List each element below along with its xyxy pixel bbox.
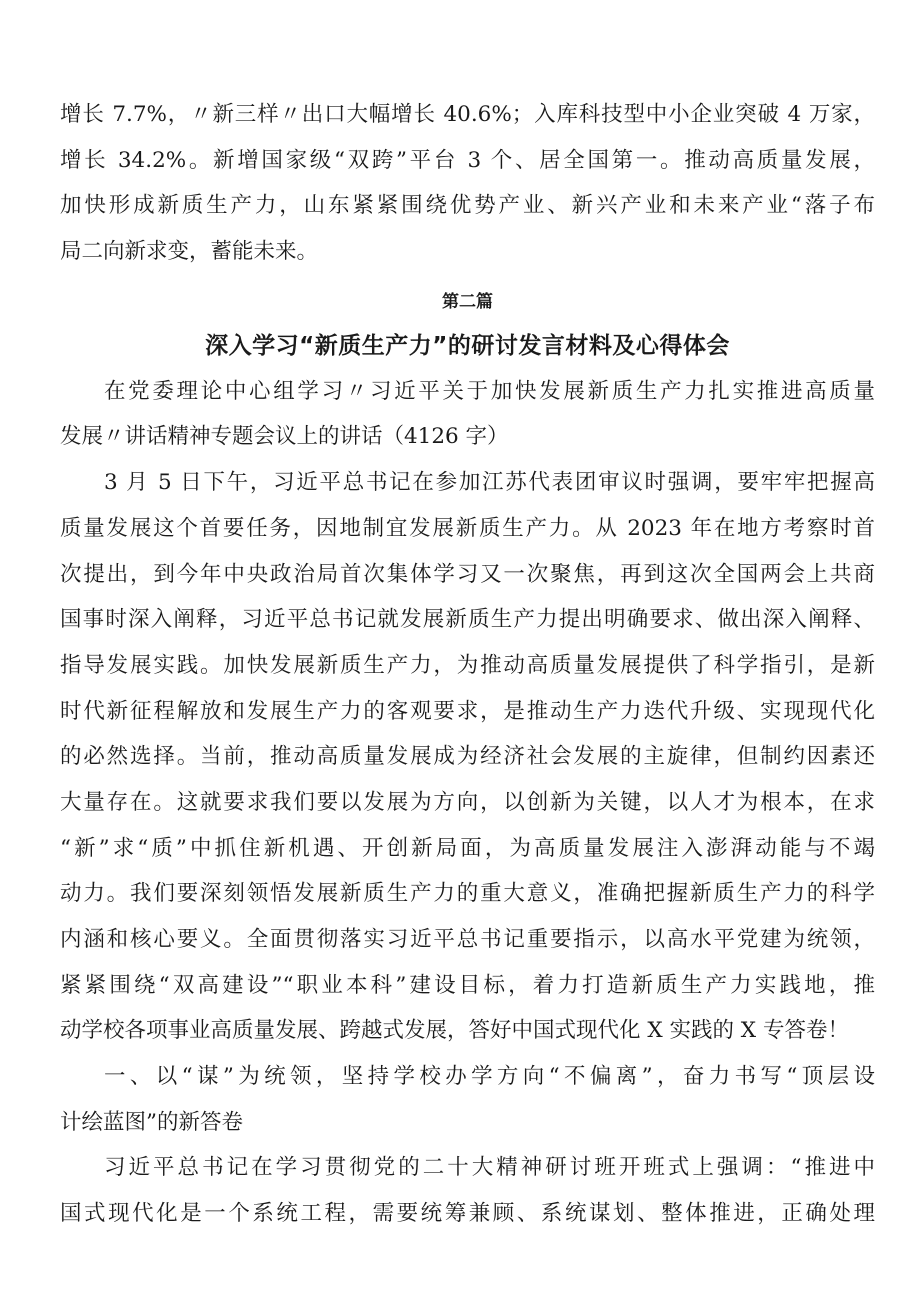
subtitle-paragraph — [60, 369, 875, 460]
text-line: 局二向新求变，蓄能未来。 — [60, 239, 319, 265]
text-line: 动学校各项事业高质量发展、跨越式发展，答好中国式现代化 X 实践的 X 专答卷！ — [60, 1018, 849, 1044]
text-line: 内涵和核心要义。全面贯彻落实习近平总书记重要指示，以高水平党建为统领， — [60, 927, 875, 952]
section-label: 第二篇 — [442, 291, 493, 312]
text-line: 次提出，到今年中央政治局首次集体学习又一次聚焦，再到这次全国两会上共商 — [60, 561, 875, 587]
text-line: 国式现代化是一个系统工程，需要统筹兼顾、系统谋划、整体推进，正确处理 — [60, 1201, 875, 1227]
text-line: 一、以“谋”为统领，坚持学校办学方向“不偏离”，奋力书写“顶层设 — [104, 1064, 875, 1090]
text-line: 计绘蓝图”的新答卷 — [60, 1109, 243, 1135]
text-line: 在党委理论中心组学习〃习近平关于加快发展新质生产力扎实推进高质量 — [104, 378, 875, 404]
text-line: 紧紧围绕“双高建设”“职业本科”建设目标，着力打造新质生产力实践地，推 — [60, 972, 875, 998]
point-one-heading — [60, 1054, 875, 1145]
text-line: 国事时深入阐释，习近平总书记就发展新质生产力提出明确要求、做出深入阐释、 — [60, 607, 875, 633]
text-line: 动力。我们要深刻领悟发展新质生产力的重大意义，准确把握新质生产力的科学 — [60, 881, 875, 907]
text-line: 增长 7.7%，〃新三样〃出口大幅增长 40.6%；入库科技型中小企业突破 4 万家， — [60, 102, 875, 127]
text-line: 加快形成新质生产力，山东紧紧围绕优势产业、新兴产业和未来产业“落子布 — [60, 193, 875, 219]
text-line: “新”求“质”中抓住新机遇、开创新局面，为高质量发展注入澎湃动能与不竭 — [60, 835, 875, 861]
text-line: 的必然选择。当前，推动高质量发展成为经济社会发展的主旋律，但制约因素还 — [60, 744, 875, 770]
text-line: 指导发展实践。加快发展新质生产力，为推动高质量发展提供了科学指引，是新 — [60, 652, 875, 678]
text-line: 习近平总书记在学习贯彻党的二十大精神研讨班开班式上强调：“推进中 — [104, 1155, 875, 1181]
document-heading: 深入学习“新质生产力”的研讨发言材料及心得体会 — [205, 332, 730, 359]
text-line: 时代新征程解放和发展生产力的客观要求，是推动生产力迭代升级、实现现代化 — [60, 698, 875, 724]
intro-paragraph — [60, 92, 875, 275]
text-line: 发展〃讲话精神专题会议上的讲话（4126 字） — [60, 424, 509, 450]
body-paragraph — [60, 460, 875, 1054]
text-line: 大量存在。这就要求我们要以发展为方向，以创新为关键，以人才为根本，在求 — [60, 789, 875, 815]
text-line: 增长 34.2%。新增国家级“双跨”平台 3 个、居全国第一。推动高质量发展， — [60, 147, 875, 173]
text-line: 质量发展这个首要任务，因地制宜发展新质生产力。从 2023 年在地方考察时首 — [60, 515, 875, 541]
closing-paragraph — [60, 1145, 875, 1236]
document-page — [60, 92, 875, 1237]
text-line: 3 月 5 日下午，习近平总书记在参加江苏代表团审议时强调，要牢牢把握高 — [104, 470, 875, 496]
